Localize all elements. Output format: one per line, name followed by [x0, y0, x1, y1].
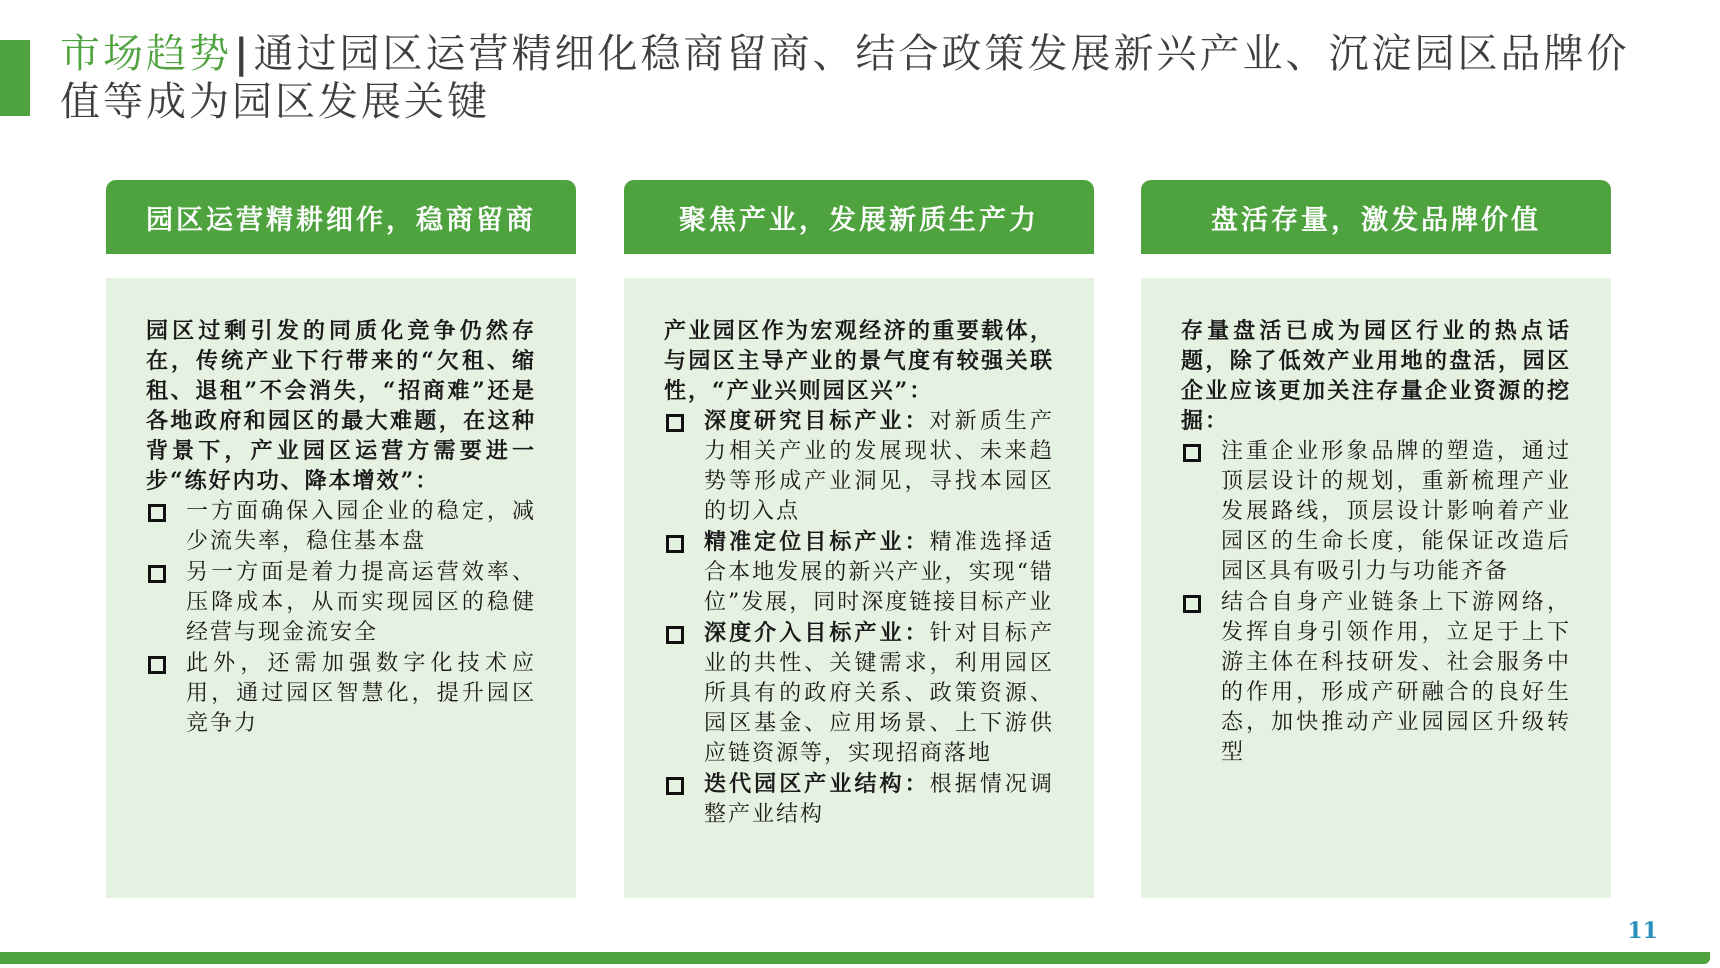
bullet-item: [1181, 436, 1571, 587]
square-bullet-icon: [148, 656, 166, 674]
column-body: [1141, 278, 1611, 898]
column-brand: [1141, 180, 1611, 898]
square-bullet-icon: [666, 414, 684, 432]
bullet-text: 根据情况调整产业结构: [704, 772, 1054, 827]
bullet-text: 结合自身产业链条上下游网络，发挥自身引领作用，立足于上下游主体在科技研发、社会服务中的作用，形成产研融合的良好生态，加快推动产业园园区升级转型: [1221, 590, 1571, 765]
page-title: [60, 30, 1640, 126]
column-industry: [624, 180, 1094, 898]
square-bullet-icon: [666, 777, 684, 795]
title-keyword: 市场趋势: [60, 31, 232, 77]
column-intro: 存量盘活已成为园区行业的热点话题，除了低效产业用地的盘活，园区企业应该更加关注存量企业资源的挖掘：: [1181, 318, 1571, 434]
bullet-list: [664, 406, 1054, 830]
square-bullet-icon: [1183, 595, 1201, 613]
column-heading: 聚焦产业，发展新质生产力: [624, 180, 1094, 254]
column-body: [106, 278, 576, 898]
bullet-item: [146, 557, 536, 648]
square-bullet-icon: [666, 626, 684, 644]
bullet-item: [664, 769, 1054, 830]
title-separator: |: [234, 30, 252, 77]
bullet-text: 对新质生产力相关产业的发展现状、未来趋势等形成产业洞见，寻找本园区的切入点: [704, 409, 1054, 524]
footer-bar: [0, 952, 1710, 964]
bullet-lead: 深度介入目标产业：: [704, 620, 930, 646]
title-text: 通过园区运营精细化稳商留商、结合政策发展新兴产业、沉淀园区品牌价值等成为园区发展关键: [60, 31, 1630, 125]
page-number: 11: [1627, 918, 1658, 944]
bullet-item: [146, 496, 536, 557]
square-bullet-icon: [1183, 444, 1201, 462]
square-bullet-icon: [148, 565, 166, 583]
column-intro: 产业园区作为宏观经济的重要载体，与园区主导产业的景气度有较强关联性，“产业兴则园区兴”：: [664, 318, 1054, 404]
bullet-lead: 精准定位目标产业：: [704, 529, 930, 555]
title-accent-bar: [0, 40, 30, 116]
bullet-list: [146, 496, 536, 739]
bullet-list: [1181, 436, 1571, 768]
column-body: [624, 278, 1094, 898]
bullet-item: [664, 618, 1054, 769]
square-bullet-icon: [666, 535, 684, 553]
column-heading: 盘活存量，激发品牌价值: [1141, 180, 1611, 254]
bullet-text: 精准选择适合本地发展的新兴产业，实现“错位”发展，同时深度链接目标产业: [704, 530, 1054, 615]
column-intro: 园区过剩引发的同质化竞争仍然存在，传统产业下行带来的“欠租、缩租、退租”不会消失，“招商难”还是各地政府和园区的最大难题，在这种背景下，产业园区运营方需要进一步“练好内功、降本增效”：: [146, 318, 536, 494]
column-heading: 园区运营精耕细作，稳商留商: [106, 180, 576, 254]
square-bullet-icon: [148, 504, 166, 522]
bullet-lead: 深度研究目标产业：: [704, 408, 930, 434]
bullet-text: 一方面确保入园企业的稳定，减少流失率，稳住基本盘: [186, 499, 536, 554]
bullet-text: 此外，还需加强数字化技术应用，通过园区智慧化，提升园区竞争力: [186, 651, 536, 736]
bullet-text: 另一方面是着力提高运营效率、压降成本，从而实现园区的稳健经营与现金流安全: [186, 560, 536, 645]
bullet-text: 针对目标产业的共性、关键需求，利用园区所具有的政府关系、政策资源、园区基金、应用场景、上下游供应链资源等，实现招商落地: [704, 621, 1054, 766]
bullet-item: [146, 648, 536, 739]
bullet-text: 注重企业形象品牌的塑造，通过顶层设计的规划，重新梳理产业发展路线，顶层设计影响着产业园区的生命长度，能保证改造后园区具有吸引力与功能齐备: [1221, 439, 1571, 584]
bullet-item: [664, 527, 1054, 618]
bullet-item: [1181, 587, 1571, 768]
column-operations: [106, 180, 576, 898]
bullet-item: [664, 406, 1054, 527]
bullet-lead: 迭代园区产业结构：: [704, 771, 930, 797]
